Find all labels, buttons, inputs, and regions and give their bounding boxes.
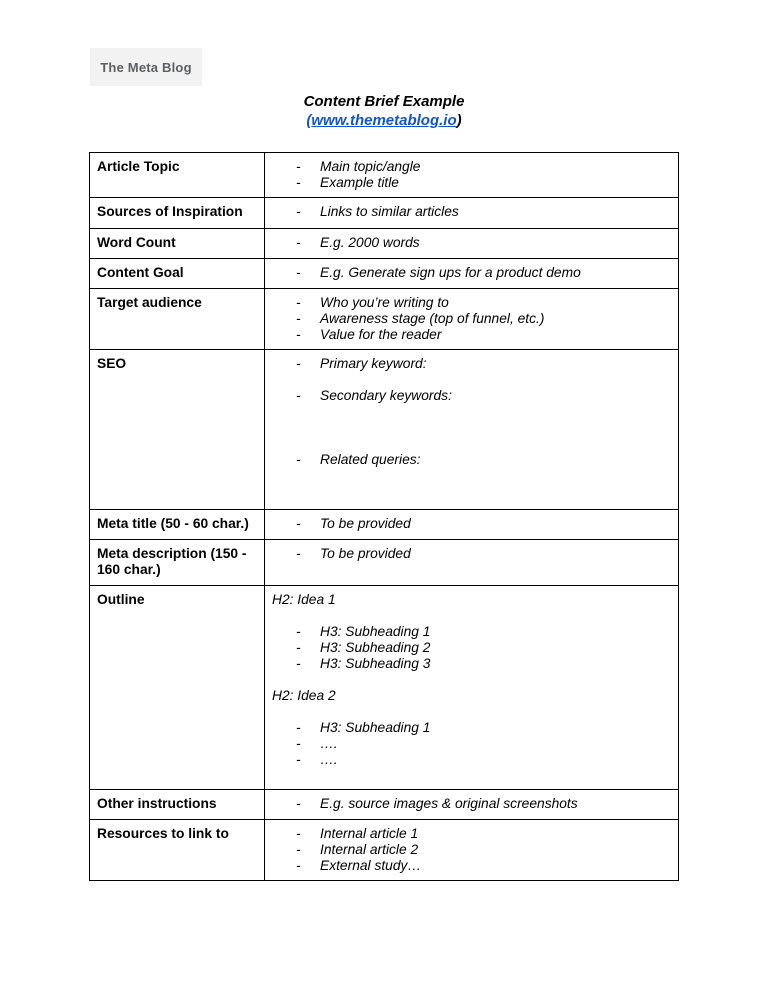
bullet-text: H3: Subheading 3 [320,656,431,671]
row-label: Other instructions [90,790,265,820]
blank-line [272,672,671,688]
bullet-line [272,452,671,468]
table-row [90,198,679,229]
table-row [90,350,679,510]
row-content [265,198,679,229]
bullet-line [272,356,671,372]
row-content [265,820,679,881]
doc-title-line2 [0,111,768,130]
bullet-dash: - [296,516,301,531]
table-row [90,820,679,881]
bullet-dash: - [296,752,301,767]
bullet-dash: - [296,720,301,735]
bullet-text: To be provided [320,516,411,531]
plain-line: H2: Idea 2 [272,688,336,703]
bullet-line [272,327,671,343]
bullet-dash: - [296,624,301,639]
bullet-line [272,736,671,752]
blank-line [272,704,671,720]
bullet-dash: - [296,656,301,671]
bullet-line [272,752,671,768]
bullet-text: Main topic/angle [320,159,421,174]
bullet-line [272,311,671,327]
table-row [90,289,679,350]
table-row [90,790,679,820]
close-paren-text: ) [456,112,462,129]
doc-title [0,92,768,130]
site-logo [90,48,202,86]
bullet-text: H3: Subheading 1 [320,624,431,639]
bullet-text: Internal article 2 [320,842,419,857]
bullet-line [272,235,671,251]
table-row [90,153,679,198]
row-content [265,790,679,820]
bullet-text: Links to similar articles [320,204,459,219]
bullet-dash: - [296,842,301,857]
bullet-line [272,295,671,311]
row-content [265,229,679,259]
row-content [265,153,679,198]
bullet-text: …. [320,752,338,767]
bullet-line [272,159,671,175]
bullet-line [272,656,671,672]
bullet-text: Value for the reader [320,327,442,342]
bullet-text: Awareness stage (top of funnel, etc.) [320,311,545,326]
bullet-line [272,842,671,858]
bullet-text: Primary keyword: [320,356,427,371]
row-label: Target audience [90,289,265,350]
bullet-text: H3: Subheading 1 [320,720,431,735]
bullet-dash: - [296,311,301,326]
blank-line [272,436,671,452]
row-label: Content Goal [90,259,265,289]
bullet-text: Related queries: [320,452,421,467]
row-label: Word Count [90,229,265,259]
bullet-dash: - [296,388,301,403]
plain-line: H2: Idea 1 [272,592,336,607]
bullet-dash: - [296,356,301,371]
logo-text: The Meta Blog [100,59,192,75]
bullet-dash: - [296,826,301,841]
bullet-text: Example title [320,175,399,190]
table-row [90,586,679,790]
table-row [90,510,679,540]
bullet-line [272,640,671,656]
row-content [265,510,679,540]
bullet-dash: - [296,235,301,250]
bullet-line [272,796,671,812]
bullet-text: To be provided [320,546,411,561]
bullet-line [272,858,671,874]
row-content [265,540,679,586]
row-label: Outline [90,586,265,790]
table-row [90,540,679,586]
bullet-dash: - [296,204,301,219]
bullet-dash: - [296,796,301,811]
open-paren-text: ( [306,112,312,129]
bullet-text: Who you’re writing to [320,295,449,310]
bullet-line [272,516,671,532]
bullet-line [272,388,671,404]
row-label: SEO [90,350,265,510]
row-content [265,259,679,289]
row-label: Meta description (150 - 160 char.) [90,540,265,586]
row-label: Resources to link to [90,820,265,881]
bullet-dash: - [296,295,301,310]
row-label: Meta title (50 - 60 char.) [90,510,265,540]
bullet-dash: - [296,452,301,467]
blank-line [272,420,671,436]
bullet-text: External study… [320,858,422,873]
row-label: Sources of Inspiration [90,198,265,229]
bullet-line [272,175,671,191]
bullet-dash: - [296,159,301,174]
blank-line [272,608,671,624]
bullet-text: E.g. source images & original screenshots [320,796,578,811]
blank-line [272,372,671,388]
bullet-line [272,204,671,220]
bullet-line [272,624,671,640]
bullet-dash: - [296,736,301,751]
bullet-dash: - [296,265,301,280]
blank-line [272,404,671,420]
bullet-line [272,826,671,842]
bullet-dash: - [296,175,301,190]
bullet-text: Internal article 1 [320,826,419,841]
row-content [265,586,679,790]
bullet-dash: - [296,858,301,873]
table-row [90,259,679,289]
bullet-line [272,265,671,281]
bullet-text: E.g. 2000 words [320,235,420,250]
bullet-dash: - [296,327,301,342]
doc-title-line1: Content Brief Example [303,93,465,110]
themetablog-link[interactable]: www.themetablog.io [311,112,457,129]
bullet-text: E.g. Generate sign ups for a product demo [320,265,581,280]
bullet-text: Secondary keywords: [320,388,452,403]
content-brief-table [89,152,679,881]
table-row [90,229,679,259]
bullet-dash: - [296,640,301,655]
row-content [265,350,679,510]
row-content [265,289,679,350]
bullet-text: …. [320,736,338,751]
bullet-line [272,720,671,736]
bullet-text: H3: Subheading 2 [320,640,431,655]
bullet-dash: - [296,546,301,561]
row-label: Article Topic [90,153,265,198]
bullet-line [272,546,671,562]
